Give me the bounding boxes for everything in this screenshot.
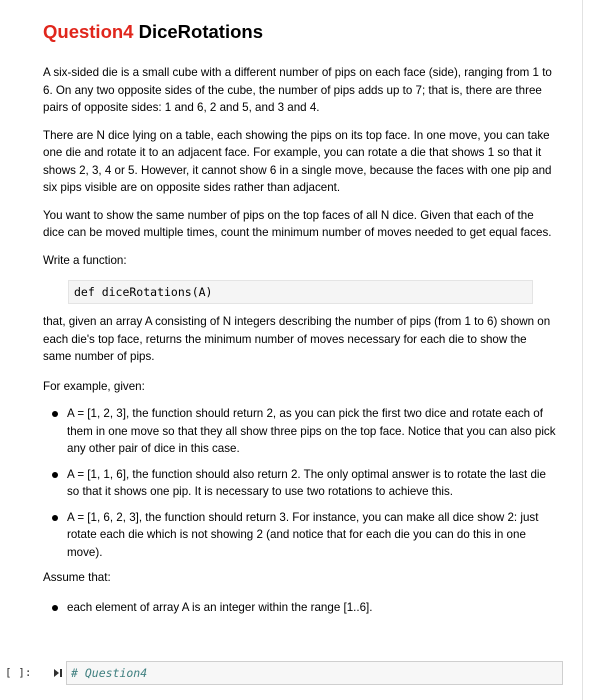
example-text: A = [1, 1, 6], the function should also return 2. The only optimal answer is to rotate the last die so that it shows one pip. It is necessary to use two rotations to achieve this. (67, 467, 546, 498)
paragraph-for-example: For example, given: (43, 379, 145, 393)
function-signature: def diceRotations(A) (68, 280, 533, 304)
paragraph-description: that, given an array A consisting of N integers describing the number of pips (from 1 to 6) shown on each die's top face, returns the minimum number of moves necessary for each die to show the same number of pips. (43, 315, 551, 363)
title-main: DiceRotations (138, 21, 263, 42)
list-item (67, 466, 558, 501)
cell-prompt: [ ]: (5, 666, 32, 679)
code-cell[interactable] (0, 660, 582, 688)
paragraph-moves: There are N dice lying on a table, each showing the pips on its top face. In one move, you can take one die and rotate it to an adjacent face. For example, you can rotate a die that shows 1 so that it shows 2, 3, 4 or 5. However, it cannot show 6 in a single move, because the faces with one pip and six pips visible are on opposite sides rather than adjacent. (43, 128, 552, 194)
code-input[interactable]: # Question4 (66, 661, 563, 685)
markdown-cell[interactable] (43, 18, 558, 624)
bullet-icon (52, 472, 58, 478)
title-prefix: Question4 (43, 21, 134, 42)
bullet-icon (52, 411, 58, 417)
paragraph-assume: Assume that: (43, 571, 111, 584)
assumption-text: each element of array A is an integer within the range [1..6]. (67, 600, 373, 614)
list-item (67, 509, 558, 562)
question-title (43, 18, 558, 46)
assumptions-list (43, 599, 558, 617)
list-item (67, 405, 558, 458)
example-text: A = [1, 2, 3], the function should return 2, as you can pick the first two dice and rotate each of them in one move so that they all show three pips on the top face. Notice that you can also pick any other pair of dice in this case. (67, 407, 556, 455)
bullet-icon (52, 515, 58, 521)
example-text: A = [1, 6, 2, 3], the function should return 3. For instance, you can make all dice show 2: just rotate each die which is not showing 2 (and notice that for each die you can do this in one move). (67, 510, 539, 559)
run-icon[interactable] (53, 668, 63, 678)
paragraph-write-function: Write a function: (43, 253, 127, 267)
paragraph-die-description: A six-sided die is a small cube with a different number of pips on each face (side), ranging from 1 to 6. On any two opposite sides of the cube, the number of pips adds up to 7; that is, there are three pairs of opposite sides: 1 and 6, 2 and 5, and 3 and 4. (43, 66, 552, 114)
bullet-icon (52, 605, 58, 611)
paragraph-goal: You want to show the same number of pips on the top faces of all N dice. Given that each of the dice can be moved multiple times, count the minimum number of moves needed to get equal faces. (43, 208, 552, 239)
list-item (67, 599, 558, 617)
examples-list (43, 405, 558, 561)
